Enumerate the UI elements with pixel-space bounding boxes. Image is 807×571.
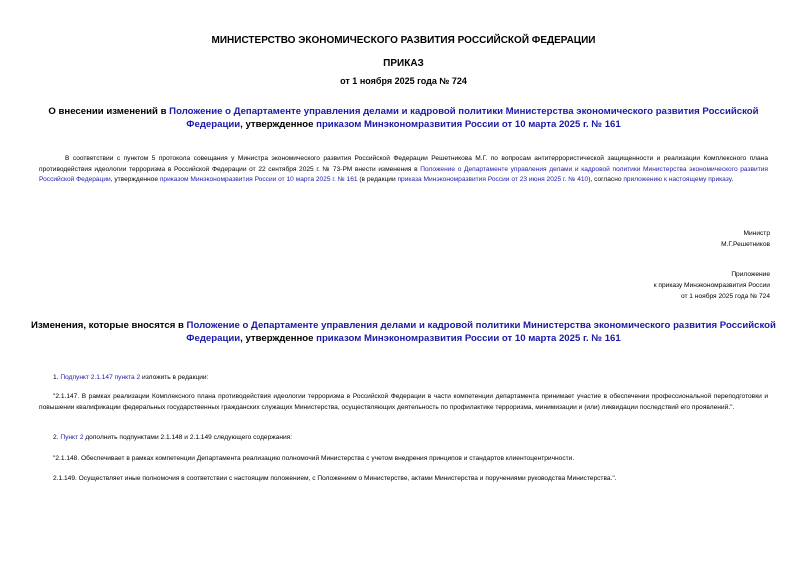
title-middle: , утвержденное [240, 119, 317, 130]
preamble-text-4: ), согласно [588, 176, 624, 184]
changes-title-prefix: Изменения, которые вносятся в [31, 320, 187, 331]
appendix-line-1: Приложение [731, 271, 770, 278]
changes-title [30, 319, 777, 345]
document-title [30, 105, 777, 131]
item-2-number: 2. [53, 434, 61, 441]
item-1 [39, 373, 768, 384]
signature-position: Министр [743, 230, 770, 237]
item-1-quote: "2.1.147. В рамках реализации Комплексного плана противодействия идеологии терроризма в Российской Федерации в части компетенции департамента принимает участие в обеспечении профессиональной переподготовки и повышении квалификации федеральных государственных гражданских служащих Министерства, осуществляющих деятельность по профилактике терроризма, минимизации и (или) ликвидации последствий его проявлений.". [39, 393, 768, 411]
preamble-text-1: В соответствии с пунктом 5 протокола совещания у Министра экономического развития Российской Федерации Решетникова М.Г. по вопросам антитеррористической защищенности и реализации Комплексного плана противодействия идеологии терроризма в Российской Федерации от 22 сентября 2025 г. № 73-РМ внести изменения в [39, 155, 768, 173]
item-1-text: изложить в редакции: [140, 374, 209, 381]
preamble-text-2: , утвержденное [110, 176, 160, 184]
title-link-regulation[interactable]: Положение о Департаменте управления делами и кадровой политики Министерства экономического развития Российской Федерации [169, 106, 759, 130]
item-2-quote-2: 2.1.149. Осуществляет иные полномочия в соответствии с настоящим положением, с Положением о Министерстве, актами Министерства и поручениями руководства Министерства.". [53, 475, 617, 482]
item-2-link[interactable]: Пункт 2 [60, 434, 84, 441]
item-1-link[interactable]: Подпункт 2.1.147 пункта 2 [60, 374, 141, 381]
preamble-link-appendix[interactable]: приложению к настоящему приказу [623, 176, 732, 184]
preamble-text-3: (в редакции [357, 176, 398, 184]
preamble-link-order-161[interactable]: приказом Минэкономразвития России от 10 марта 2025 г. № 161 [159, 176, 358, 184]
changes-title-middle: , утвержденное [240, 333, 317, 344]
item-2 [39, 433, 768, 444]
signature-block [721, 228, 770, 250]
preamble-paragraph [39, 154, 768, 186]
appendix-reference [654, 269, 770, 302]
item-2-quote-1: "2.1.148. Обеспечивает в рамках компетенции Департамента реализацию полномочий Министерства с учетом внедрения принципов и стандартов клиентоцентричности. [53, 455, 575, 462]
doc-type-heading: ПРИКАЗ [383, 58, 424, 69]
preamble-text-5: . [731, 176, 734, 184]
preamble-link-order-410[interactable]: приказа Минэкономразвития России от 23 июня 2025 г. № 410 [397, 176, 589, 184]
changes-title-link-regulation[interactable]: Положение о Департаменте управления делами и кадровой политики Министерства экономического развития Российской Федерации [186, 320, 776, 344]
item-2-text: дополнить подпунктами 2.1.148 и 2.1.149 следующего содержания: [83, 434, 293, 441]
title-prefix: О внесении изменений в [48, 106, 170, 117]
changes-title-link-order[interactable]: приказом Минэкономразвития России от 10 марта 2025 г. № 161 [316, 333, 621, 344]
doc-date-number: от 1 ноября 2025 года № 724 [340, 76, 467, 86]
preamble-link-regulation[interactable]: Положение о Департаменте управления делами и кадровой политики Министерства экономического развития Российской Федерации [39, 165, 769, 184]
appendix-line-2: к приказу Минэкономразвития России [653, 282, 770, 289]
appendix-line-3: от 1 ноября 2025 года № 724 [680, 293, 770, 300]
signature-name: М.Г.Решетников [721, 241, 770, 248]
item-1-number: 1. [53, 374, 61, 381]
ministry-heading: МИНИСТЕРСТВО ЭКОНОМИЧЕСКОГО РАЗВИТИЯ РОССИЙСКОЙ ФЕДЕРАЦИИ [211, 35, 596, 46]
title-link-order[interactable]: приказом Минэкономразвития России от 10 марта 2025 г. № 161 [316, 119, 621, 130]
